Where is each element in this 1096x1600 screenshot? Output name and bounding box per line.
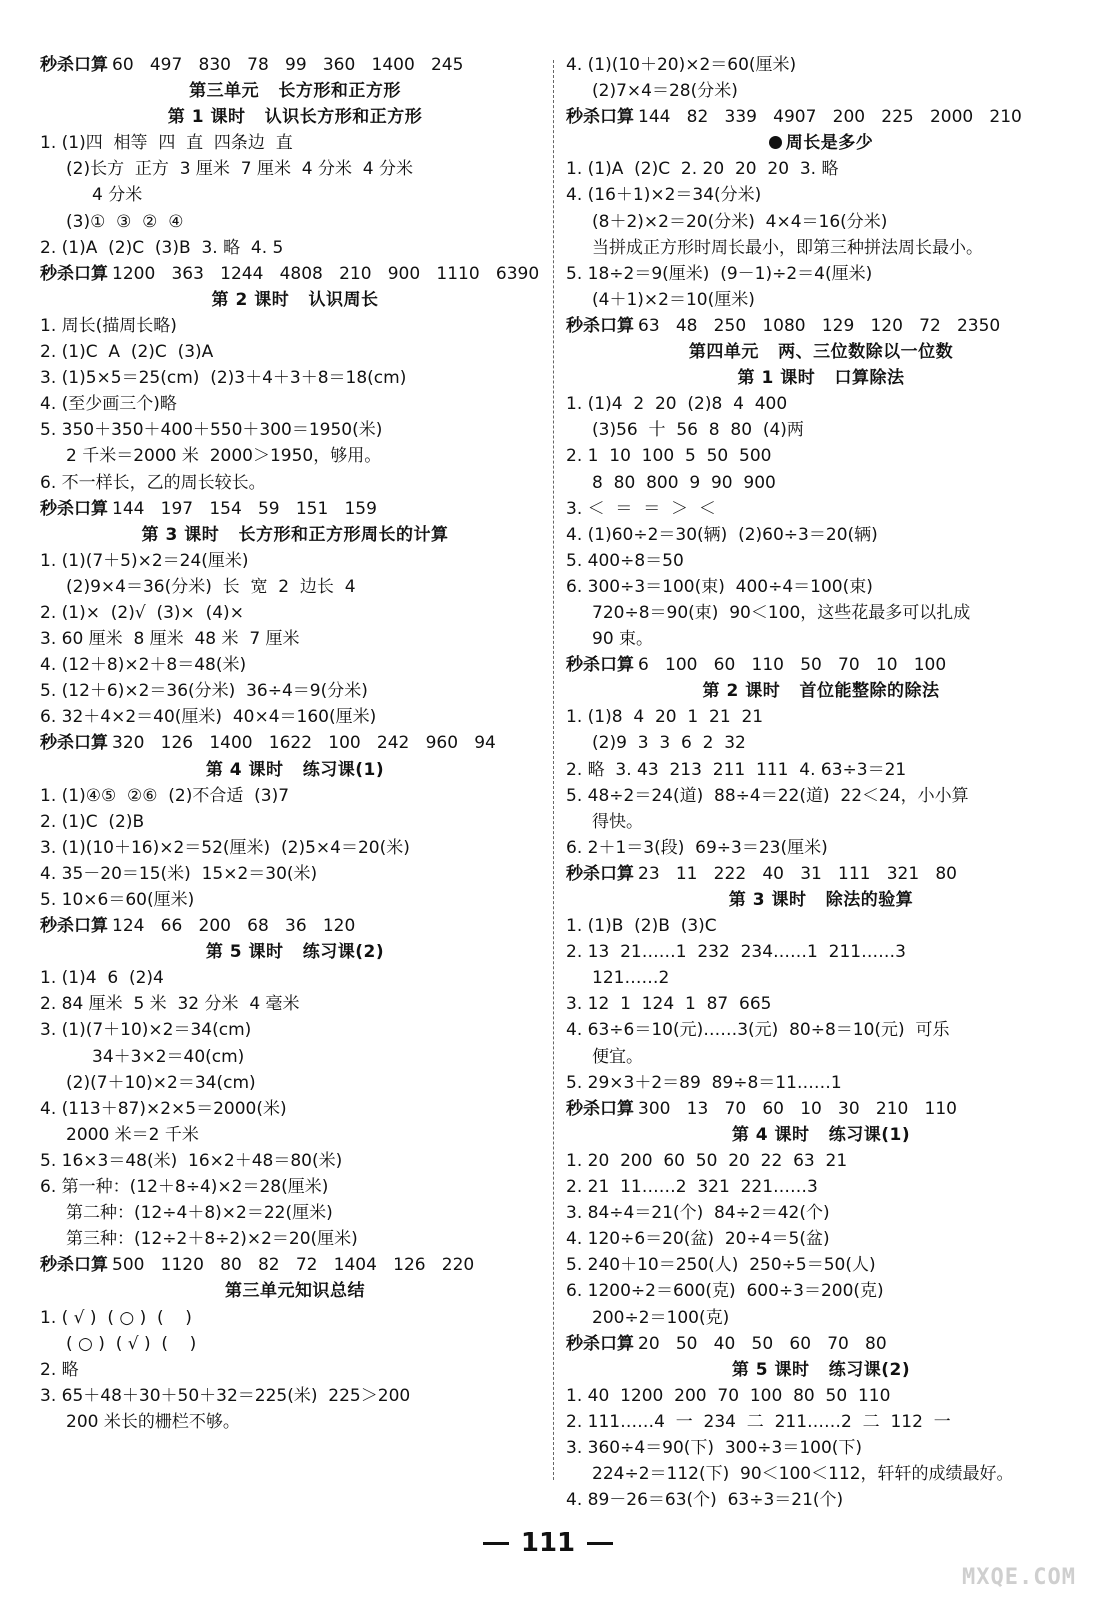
answer-text: 5. 240＋10＝250(人) 250÷5＝50(人)	[566, 1255, 876, 1276]
answer-text: 4. (至少画三个)略	[40, 394, 177, 415]
quick-calc-line	[566, 1331, 1076, 1357]
answer-line	[40, 835, 550, 861]
answer-line	[566, 965, 1076, 991]
answer-line	[566, 626, 1076, 652]
answer-text: (8＋2)×2＝20(分米) 4×4＝16(分米)	[592, 211, 888, 232]
answer-line	[566, 443, 1076, 469]
answer-text: 4. (12＋8)×2＋8＝48(米)	[40, 655, 247, 676]
answer-text: 720÷8＝90(束) 90＜100，这些花最多可以扎成	[592, 602, 971, 623]
answer-text: 4 分米	[92, 185, 143, 206]
answer-text: 5. 10×6＝60(厘米)	[40, 890, 195, 910]
answer-text: 2000 米＝2 千米	[66, 1124, 199, 1145]
quick-calc-values: 144 82 339 4907 200 225 2000 210	[638, 107, 1022, 128]
answer-text: (2)9×4＝36(分米) 长 宽 2 边长 4	[66, 576, 356, 597]
answer-line	[566, 1252, 1076, 1278]
section-heading-text: 第 5 课时 练习课(2)	[205, 942, 385, 963]
answer-line	[566, 1174, 1076, 1200]
answer-line	[40, 809, 550, 835]
answer-line	[40, 1070, 550, 1096]
answer-line	[566, 939, 1076, 965]
answer-line	[566, 783, 1076, 809]
answer-line	[40, 574, 550, 600]
quick-calc-line	[566, 1096, 1076, 1122]
quick-calc-label: 秒杀口算	[566, 315, 634, 336]
answer-text: 1. (1)A (2)C 2. 20 20 20 3. 略	[566, 159, 839, 180]
quick-calc-line	[40, 52, 550, 78]
answer-text: 5. 29×3＋2＝89 89÷8＝11……1	[566, 1072, 842, 1093]
answer-line	[566, 835, 1076, 861]
answer-line	[566, 391, 1076, 417]
page-footer	[0, 1528, 1096, 1558]
answer-text: 6. 2＋1＝3(段) 69÷3＝23(厘米)	[566, 837, 828, 858]
answer-text: 5. 48÷2＝24(道) 88÷4＝22(道) 22＜24，小小算	[566, 785, 969, 806]
answer-line	[566, 52, 1076, 78]
answer-line	[566, 470, 1076, 496]
answer-text: 1. (1)4 2 20 (2)8 4 400	[566, 394, 788, 415]
answer-text: 6. 不一样长，乙的周长较长。	[40, 472, 266, 493]
section-heading-text: 第 2 课时 首位能整除的除法	[702, 681, 940, 702]
section-heading	[40, 287, 550, 313]
answer-text: 1. (1)(7＋5)×2＝24(厘米)	[40, 550, 249, 571]
quick-calc-label: 秒杀口算	[40, 916, 108, 937]
answer-line	[40, 156, 550, 182]
section-heading-text: 第 3 课时 长方形和正方形周长的计算	[141, 524, 449, 545]
answer-line	[40, 339, 550, 365]
answer-line	[40, 209, 550, 235]
answer-text: (3)56 十 56 8 80 (4)两	[592, 420, 804, 441]
section-heading-text: 第 5 课时 练习课(2)	[731, 1359, 911, 1380]
answer-line	[40, 443, 550, 469]
answer-line	[40, 1357, 550, 1383]
answer-text: 6. 第一种：(12＋8÷4)×2＝28(厘米)	[40, 1177, 329, 1198]
answer-text: 121……2	[592, 968, 670, 989]
answer-line	[40, 1383, 550, 1409]
section-heading-text: 第 2 课时 认识周长	[211, 289, 379, 310]
answer-line	[40, 1305, 550, 1331]
answer-line	[566, 1044, 1076, 1070]
answer-line	[40, 652, 550, 678]
answer-line	[566, 261, 1076, 287]
answer-line	[40, 1148, 550, 1174]
answer-line	[40, 1122, 550, 1148]
quick-calc-label: 秒杀口算	[566, 655, 634, 676]
answer-line	[40, 130, 550, 156]
answer-line	[566, 913, 1076, 939]
answer-line	[40, 1096, 550, 1122]
answer-text: 第三种：(12÷2＋8÷2)×2＝20(厘米)	[66, 1229, 358, 1250]
answer-line	[566, 156, 1076, 182]
quick-calc-line	[566, 104, 1076, 130]
answer-line	[566, 1409, 1076, 1435]
answer-line	[566, 1200, 1076, 1226]
quick-calc-label: 秒杀口算	[566, 863, 634, 884]
answer-line	[40, 182, 550, 208]
answer-text: 1. ( √ ) ( ○ ) ( )	[40, 1307, 192, 1328]
section-heading-text: 第 3 课时 除法的验算	[728, 890, 914, 910]
quick-calc-values: 60 497 830 78 99 360 1400 245	[112, 55, 464, 75]
answer-line	[566, 496, 1076, 522]
answer-line	[40, 1409, 550, 1435]
quick-calc-values: 320 126 1400 1622 100 242 960 94	[112, 733, 496, 754]
answer-line	[566, 757, 1076, 783]
quick-calc-label: 秒杀口算	[40, 263, 108, 284]
answer-text: 4. 89－26＝63(个) 63÷3＝21(个)	[566, 1490, 844, 1511]
answer-text: 2. 略 3. 43 213 211 111 4. 63÷3＝21	[566, 759, 907, 780]
answer-text: 3. (1)(10＋16)×2＝52(厘米) (2)5×4＝20(米)	[40, 837, 410, 858]
answer-line	[566, 600, 1076, 626]
answer-line	[40, 1331, 550, 1357]
section-heading	[40, 104, 550, 130]
answer-text: 2 千米＝2000 米 2000＞1950，够用。	[66, 446, 382, 467]
watermark: MXQE.COM	[962, 1565, 1076, 1590]
quick-calc-line	[40, 913, 550, 939]
answer-text: (4＋1)×2＝10(厘米)	[592, 289, 755, 310]
answer-line	[40, 600, 550, 626]
answer-text: 2. 1 10 100 5 50 500	[566, 446, 772, 467]
quick-calc-line	[40, 496, 550, 522]
quick-calc-line	[566, 861, 1076, 887]
answer-line	[40, 783, 550, 809]
quick-calc-label: 秒杀口算	[40, 733, 108, 754]
answer-text: 2. (1)A (2)C (3)B 3. 略 4. 5	[40, 237, 284, 258]
answer-line	[40, 678, 550, 704]
quick-calc-values: 300 13 70 60 10 30 210 110	[638, 1098, 957, 1119]
answer-line	[40, 1017, 550, 1043]
section-heading	[566, 339, 1076, 365]
answer-line	[40, 417, 550, 443]
section-heading-text: 周长是多少	[785, 133, 874, 154]
quick-calc-line	[566, 313, 1076, 339]
section-heading	[566, 365, 1076, 391]
page-number: 111	[520, 1528, 576, 1558]
answer-text: 2. 111……4 一 234 二 211……2 二 112 一	[566, 1411, 951, 1432]
answer-text: 5. 18÷2＝9(厘米) (9－1)÷2＝4(厘米)	[566, 263, 873, 284]
answer-text: 1. (1)④⑤ ②⑥ (2)不合适 (3)7	[40, 785, 290, 806]
answer-text: (2)7×4＝28(分米)	[592, 81, 738, 102]
answer-text: 200÷2＝100(克)	[592, 1307, 730, 1328]
answer-line	[566, 809, 1076, 835]
answer-text: 4. 63÷6＝10(元)……3(元) 80÷8＝10(元) 可乐	[566, 1020, 950, 1041]
quick-calc-values: 500 1120 80 82 72 1404 126 220	[112, 1255, 475, 1276]
section-heading	[566, 1122, 1076, 1148]
answer-text: 5. 400÷8＝50	[566, 550, 684, 571]
answer-text: 2. (1)× (2)√ (3)× (4)×	[40, 602, 244, 623]
answer-text: 3. (1)5×5＝25(cm) (2)3＋4＋3＋8＝18(cm)	[40, 368, 407, 389]
answer-line	[566, 574, 1076, 600]
answer-line	[40, 1044, 550, 1070]
answer-line	[566, 1017, 1076, 1043]
quick-calc-values: 20 50 40 50 60 70 80	[638, 1333, 887, 1354]
answer-line	[40, 470, 550, 496]
column-divider	[553, 60, 554, 1480]
answer-text: 4. (16＋1)×2＝34(分米)	[566, 185, 762, 206]
answer-text: 2. 84 厘米 5 米 32 分米 4 毫米	[40, 994, 300, 1015]
answer-line	[566, 1383, 1076, 1409]
section-heading	[40, 939, 550, 965]
quick-calc-line	[40, 261, 550, 287]
section-heading	[566, 678, 1076, 704]
answer-column-left	[40, 52, 550, 1435]
answer-line	[566, 704, 1076, 730]
quick-calc-label: 秒杀口算	[40, 55, 108, 75]
section-heading-text: 第 4 课时 练习课(1)	[731, 1124, 911, 1145]
answer-text: 当拼成正方形时周长最小，即第三种拼法周长最小。	[592, 237, 983, 258]
answer-text: 6. 1200÷2＝600(克) 600÷3＝200(克)	[566, 1281, 884, 1302]
answer-line	[40, 626, 550, 652]
answer-line	[40, 861, 550, 887]
answer-text: 3. 360÷4＝90(下) 300÷3＝100(下)	[566, 1437, 863, 1458]
answer-line	[566, 1070, 1076, 1096]
answer-line	[40, 1200, 550, 1226]
answer-line	[40, 365, 550, 391]
answer-text: 8 80 800 9 90 900	[592, 472, 776, 493]
answer-line	[40, 1226, 550, 1252]
quick-calc-label: 秒杀口算	[566, 1098, 634, 1119]
answer-text: 5. 350＋350＋400＋550＋300＝1950(米)	[40, 420, 383, 441]
answer-line	[566, 1148, 1076, 1174]
answer-line	[566, 235, 1076, 261]
answer-column-right	[566, 52, 1076, 1513]
answer-text: 4. (113＋87)×2×5＝2000(米)	[40, 1098, 287, 1119]
answer-line	[566, 1487, 1076, 1513]
section-heading	[40, 78, 550, 104]
quick-calc-values: 1200 363 1244 4808 210 900 1110 6390	[112, 263, 540, 284]
answer-line	[566, 1305, 1076, 1331]
answer-text: 1. (1)4 6 (2)4	[40, 968, 164, 989]
answer-text: (2)(7＋10)×2＝34(cm)	[66, 1072, 256, 1093]
answer-text: 第二种：(12÷4＋8)×2＝22(厘米)	[66, 1203, 333, 1224]
answer-line	[40, 313, 550, 339]
section-heading	[40, 757, 550, 783]
answer-text: 3. 65＋48＋30＋50＋32＝225(米) 225＞200	[40, 1385, 411, 1406]
answer-text: 5. 16×3＝48(米) 16×2＋48＝80(米)	[40, 1150, 343, 1171]
answer-line	[40, 548, 550, 574]
answer-line	[40, 887, 550, 913]
quick-calc-line	[40, 730, 550, 756]
section-heading	[40, 522, 550, 548]
quick-calc-label: 秒杀口算	[40, 498, 108, 519]
quick-calc-values: 23 11 222 40 31 111 321 80	[638, 863, 957, 884]
answer-line	[566, 417, 1076, 443]
answer-line	[566, 548, 1076, 574]
answer-line	[566, 1435, 1076, 1461]
answer-text: 3. ＜ ＝ ＝ ＞ ＜	[566, 498, 716, 519]
answer-text: 4. 35－20＝15(米) 15×2＝30(米)	[40, 863, 318, 884]
answer-line	[566, 287, 1076, 313]
answer-line	[40, 391, 550, 417]
answer-line	[566, 78, 1076, 104]
quick-calc-values: 144 197 154 59 151 159	[112, 498, 377, 519]
answer-line	[40, 235, 550, 261]
answer-text: 1. 周长(描周长略)	[40, 315, 177, 336]
answer-line	[566, 1461, 1076, 1487]
answer-text: 200 米长的栅栏不够。	[66, 1411, 240, 1432]
answer-text: 2. (1)C A (2)C (3)A	[40, 342, 214, 363]
bullet-dot-icon	[769, 136, 782, 149]
answer-line	[566, 730, 1076, 756]
answer-line	[566, 1278, 1076, 1304]
answer-line	[566, 991, 1076, 1017]
answer-text: 6. 300÷3＝100(束) 400÷4＝100(束)	[566, 576, 873, 597]
answer-text: 2. 21 11……2 321 221……3	[566, 1177, 818, 1198]
answer-text: (2)长方 正方 3 厘米 7 厘米 4 分米 4 分米	[66, 159, 413, 180]
answer-text: 4. (1)(10＋20)×2＝60(厘米)	[566, 55, 797, 75]
section-heading	[40, 1278, 550, 1304]
answer-line	[566, 1226, 1076, 1252]
quick-calc-label: 秒杀口算	[40, 1255, 108, 1276]
answer-text: 1. (1)8 4 20 1 21 21	[566, 707, 764, 728]
answer-text: 4. (1)60÷2＝30(辆) (2)60÷3＝20(辆)	[566, 524, 878, 545]
answer-line	[40, 991, 550, 1017]
answer-line	[566, 209, 1076, 235]
answer-text: (2)9 3 3 6 2 32	[592, 733, 746, 754]
answer-line	[40, 1174, 550, 1200]
footer-dash-right	[587, 1542, 613, 1545]
quick-calc-values: 63 48 250 1080 129 120 72 2350	[638, 315, 1001, 336]
quick-calc-label: 秒杀口算	[566, 1333, 634, 1354]
answer-text: 2. 13 21……1 232 234……1 211……3	[566, 942, 906, 963]
answer-text: 3. (1)(7＋10)×2＝34(cm)	[40, 1020, 252, 1041]
section-heading-text: 第 1 课时 口算除法	[737, 368, 905, 389]
answer-text: 1. 40 1200 200 70 100 80 50 110	[566, 1385, 891, 1406]
answer-text: 34＋3×2＝40(cm)	[92, 1046, 245, 1067]
section-heading	[566, 1357, 1076, 1383]
section-heading	[566, 887, 1076, 913]
answer-text: 2. (1)C (2)B	[40, 811, 145, 832]
quick-calc-values: 6 100 60 110 50 70 10 100	[638, 655, 947, 676]
answer-text: 1. (1)四 相等 四 直 四条边 直	[40, 133, 293, 154]
answer-text: 3. 84÷4＝21(个) 84÷2＝42(个)	[566, 1203, 830, 1224]
answer-text: 2. 略	[40, 1359, 79, 1380]
answer-text: 便宜。	[592, 1046, 643, 1067]
quick-calc-label: 秒杀口算	[566, 107, 634, 128]
answer-text: (3)① ③ ② ④	[66, 211, 184, 232]
answer-text: ( ○ ) ( √ ) ( )	[66, 1333, 197, 1354]
answer-text: 3. 60 厘米 8 厘米 48 米 7 厘米	[40, 629, 300, 650]
quick-calc-line	[566, 652, 1076, 678]
footer-dash-left	[483, 1542, 509, 1545]
section-heading-text: 第三单元知识总结	[225, 1281, 365, 1302]
answer-text: 1. 20 200 60 50 20 22 63 21	[566, 1150, 848, 1171]
answer-text: 1. (1)B (2)B (3)C	[566, 916, 717, 937]
quick-calc-line	[40, 1252, 550, 1278]
answer-text: 5. (12＋6)×2＝36(分米) 36÷4＝9(分米)	[40, 681, 368, 702]
answer-text: 90 束。	[592, 629, 654, 650]
answer-text: 得快。	[592, 811, 643, 832]
answer-text: 6. 32＋4×2＝40(厘米) 40×4＝160(厘米)	[40, 707, 377, 728]
section-heading-text: 第四单元 两、三位数除以一位数	[688, 342, 954, 363]
answer-line	[566, 522, 1076, 548]
section-heading-text: 第三单元 长方形和正方形	[189, 81, 401, 102]
answer-text: 4. 120÷6＝20(盆) 20÷4＝5(盆)	[566, 1229, 830, 1250]
answer-line	[566, 182, 1076, 208]
section-heading	[566, 130, 1076, 156]
section-heading-text: 第 4 课时 练习课(1)	[205, 759, 385, 780]
answer-text: 224÷2＝112(下) 90＜100＜112，轩轩的成绩最好。	[592, 1464, 1014, 1485]
answer-text: 3. 12 1 124 1 87 665	[566, 994, 772, 1015]
section-heading-text: 第 1 课时 认识长方形和正方形	[167, 107, 423, 128]
answer-line	[40, 704, 550, 730]
quick-calc-values: 124 66 200 68 36 120	[112, 916, 356, 937]
answer-line	[40, 965, 550, 991]
